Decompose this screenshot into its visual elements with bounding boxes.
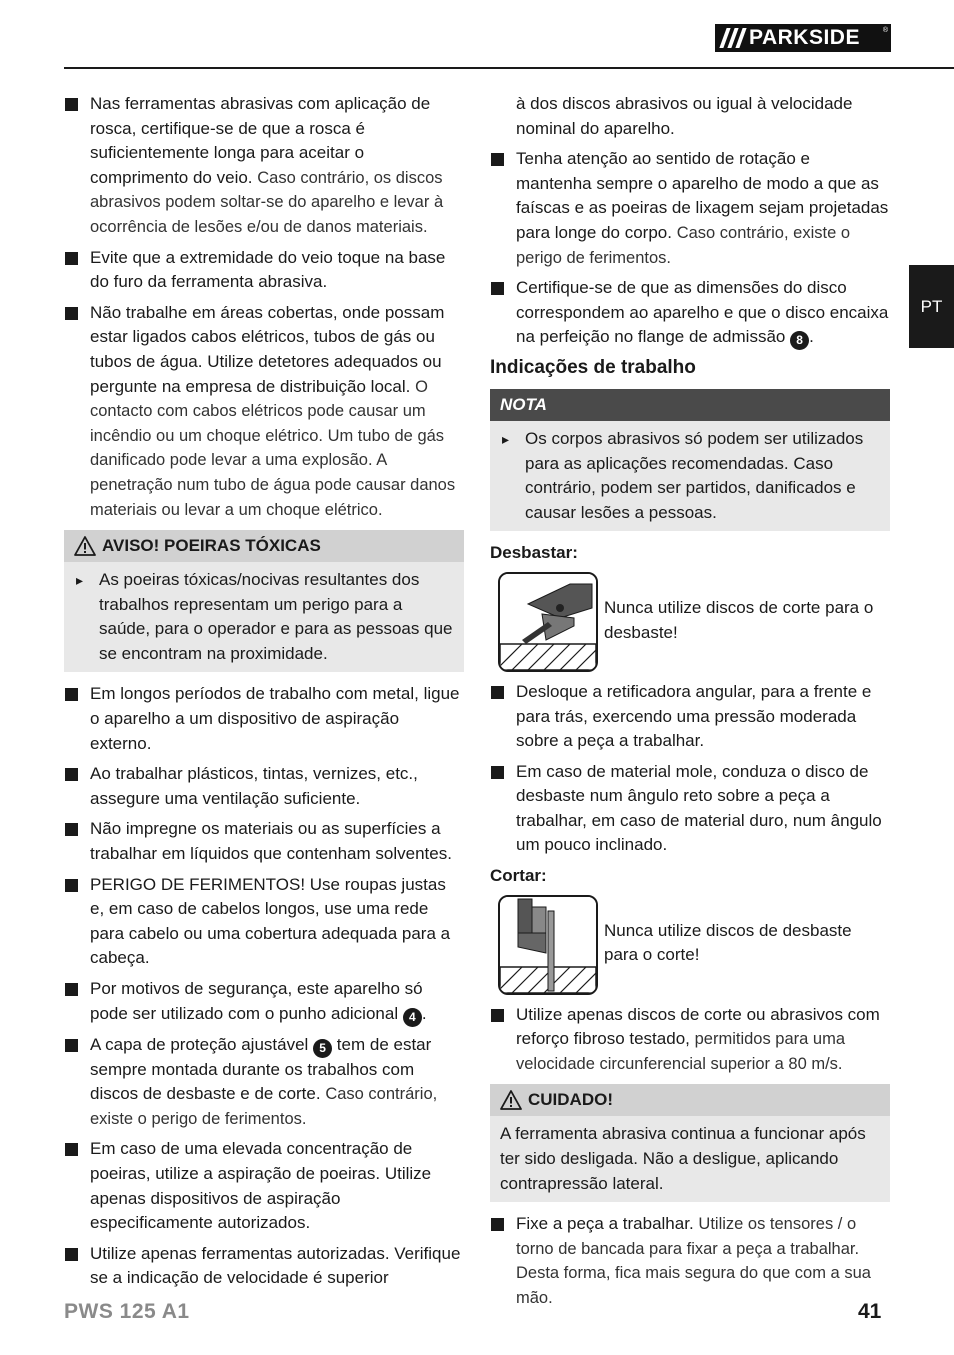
page-number: 41 (858, 1300, 882, 1323)
bullet-metal-extraction: Em longos períodos de trabalho com metal, ligue o aparelho a um dispositivo de aspiração externo. (64, 682, 464, 756)
note-box-header: NOTA (490, 389, 890, 421)
bullet-injury-danger: PERIGO DE FERIMENTOS! Use roupas justas e, em caso de cabelos longos, use uma rede para cabelo ou uma cobertura adequada para a cabeça. (64, 873, 464, 971)
bullet-reinforced-discs: Utilize apenas discos de corte ou abrasivos com reforço fibroso testado, permitidos para uma velocidade circunferencial superior a 80 m/s. (490, 1003, 890, 1077)
bullet-additional-handle: Por motivos de segurança, este aparelho só pode ser utilizado com o punho adicional 4 . (64, 977, 464, 1027)
bullet-thread-length: Nas ferramentas abrasivas com aplicação de rosca, certifique-se de que a rosca é suficientemente longa para aceitar o comprimento do veio. Caso contrário, os discos abrasivos podem soltar-se do aparelho e levar à ocorrência de lesões e/ou de danos materiais. (64, 92, 464, 240)
left-column (64, 92, 464, 1297)
registered-mark: ® (882, 27, 888, 34)
bullet-authorized-tools: Utilize apenas ferramentas autorizadas. Verifique se a indicação de velocidade é superior (64, 1242, 464, 1291)
right-column (490, 92, 890, 1317)
grinding-illustration-icon (498, 572, 598, 672)
note-box (490, 389, 890, 531)
bullet-solvents: Não impregne os materiais ou as superfícies a trabalhar em líquidos que contenham solventes. (64, 817, 464, 866)
warning-toxic-dust-box (64, 530, 464, 672)
part-number-badge: 5 (313, 1039, 332, 1058)
warning-triangle-icon (74, 536, 96, 556)
bullet-shaft-end: Evite que a extremidade do veio toque na base do furo da ferramenta abrasiva. (64, 246, 464, 295)
bullet-fix-workpiece: Fixe a peça a trabalhar. Utilize os tensores / o torno de bancada para fixar a peça a trabalhar. Desta forma, fica mais segura do que com a sua mão. (490, 1212, 890, 1310)
note-box-text: ▸ Os corpos abrasivos só podem ser utilizados para as aplicações recomendadas. Caso contrário, podem ser partidos, danificados e causar lesões a pessoas. (500, 427, 880, 525)
grinding-figure (498, 572, 890, 672)
caution-box (490, 1084, 890, 1202)
header-rule (64, 67, 954, 69)
bullet-move-grinder: Desloque a retificadora angular, para a frente e para trás, exercendo uma pressão moderada sobre a peça a trabalhar. (490, 680, 890, 754)
part-number-badge: 4 (403, 1008, 422, 1027)
grinding-caption: Nunca utilize discos de corte para o desbaste! (604, 597, 874, 642)
logo-text: PARKSIDE (749, 26, 860, 49)
section-title: Indicações de trabalho (490, 357, 696, 379)
bullet-material-angle: Em caso de material mole, conduza o disco de desbaste num ângulo reto sobre a peça a trabalhar, em caso de material duro, num ângulo um pouco inclinado. (490, 760, 890, 858)
parkside-logo (715, 24, 891, 52)
language-tab: PT (909, 265, 954, 348)
cutting-figure (498, 895, 890, 995)
bullet-ventilation: Ao trabalhar plásticos, tintas, vernizes, etc., assegure uma ventilação suficiente. (64, 762, 464, 811)
warning-box-header: AVISO! POEIRAS TÓXICAS (64, 530, 464, 562)
bullet-rotation-direction: Tenha atenção ao sentido de rotação e mantenha sempre o aparelho de modo a que as faíscas e as poeiras de lixagem sejam projetadas para longe do corpo. Caso contrário, existe o perigo de ferimentos. (490, 147, 890, 270)
footer-model: PWS 125 A1 (64, 1300, 190, 1323)
bullet-protective-cover: A capa de proteção ajustável 5 tem de estar sempre montada durante os trabalhos com discos de desbaste e de corte. Caso contrário, existe o perigo de ferimentos. (64, 1033, 464, 1132)
part-number-badge: 8 (790, 331, 809, 350)
bullet-dust-extraction: Em caso de uma elevada concentração de poeiras, utilize a aspiração de poeiras. Utilize apenas dispositivos de aspiração especificamente autorizados. (64, 1137, 464, 1235)
bullet-covered-areas: Não trabalhe em áreas cobertas, onde possam estar ligados cabos elétricos, tubos de gás ou tubos de água. Utilize detetores adequados ou pergunte na empresa de distribuição local. O contacto com cabos elétricos pode causar um incêndio ou um choque elétrico. Um tubo de gás danificado pode levar a uma explosão. A penetração num tubo de água pode causar danos materiais ou levar a um choque elétrico. (64, 301, 464, 522)
grinding-label: Desbastar: (490, 543, 578, 563)
logo-stripes (715, 28, 749, 48)
cutting-caption: Nunca utilize discos de desbaste para o corte! (604, 920, 852, 965)
caution-box-header: CUIDADO! (490, 1084, 890, 1116)
caution-box-text: A ferramenta abrasiva continua a funcionar após ter sido desligada. Não a desligue, aplicando contrapressão lateral. (500, 1124, 866, 1193)
bullet-disc-dimensions: Certifique-se de que as dimensões do disco correspondem ao aparelho e que o disco encaixa na perfeição no flange de admissão 8 . (490, 276, 890, 350)
warning-triangle-icon (500, 1090, 522, 1110)
bullet-authorized-tools-continued: à dos discos abrasivos ou igual à velocidade nominal do aparelho. (516, 94, 853, 138)
cutting-label: Cortar: (490, 866, 547, 886)
cutting-illustration-icon (498, 895, 598, 995)
warning-box-text: ▸ As poeiras tóxicas/nocivas resultantes dos trabalhos representam um perigo para a saúde, para o operador e para as pessoas que se encontram na proximidade. (74, 568, 454, 666)
